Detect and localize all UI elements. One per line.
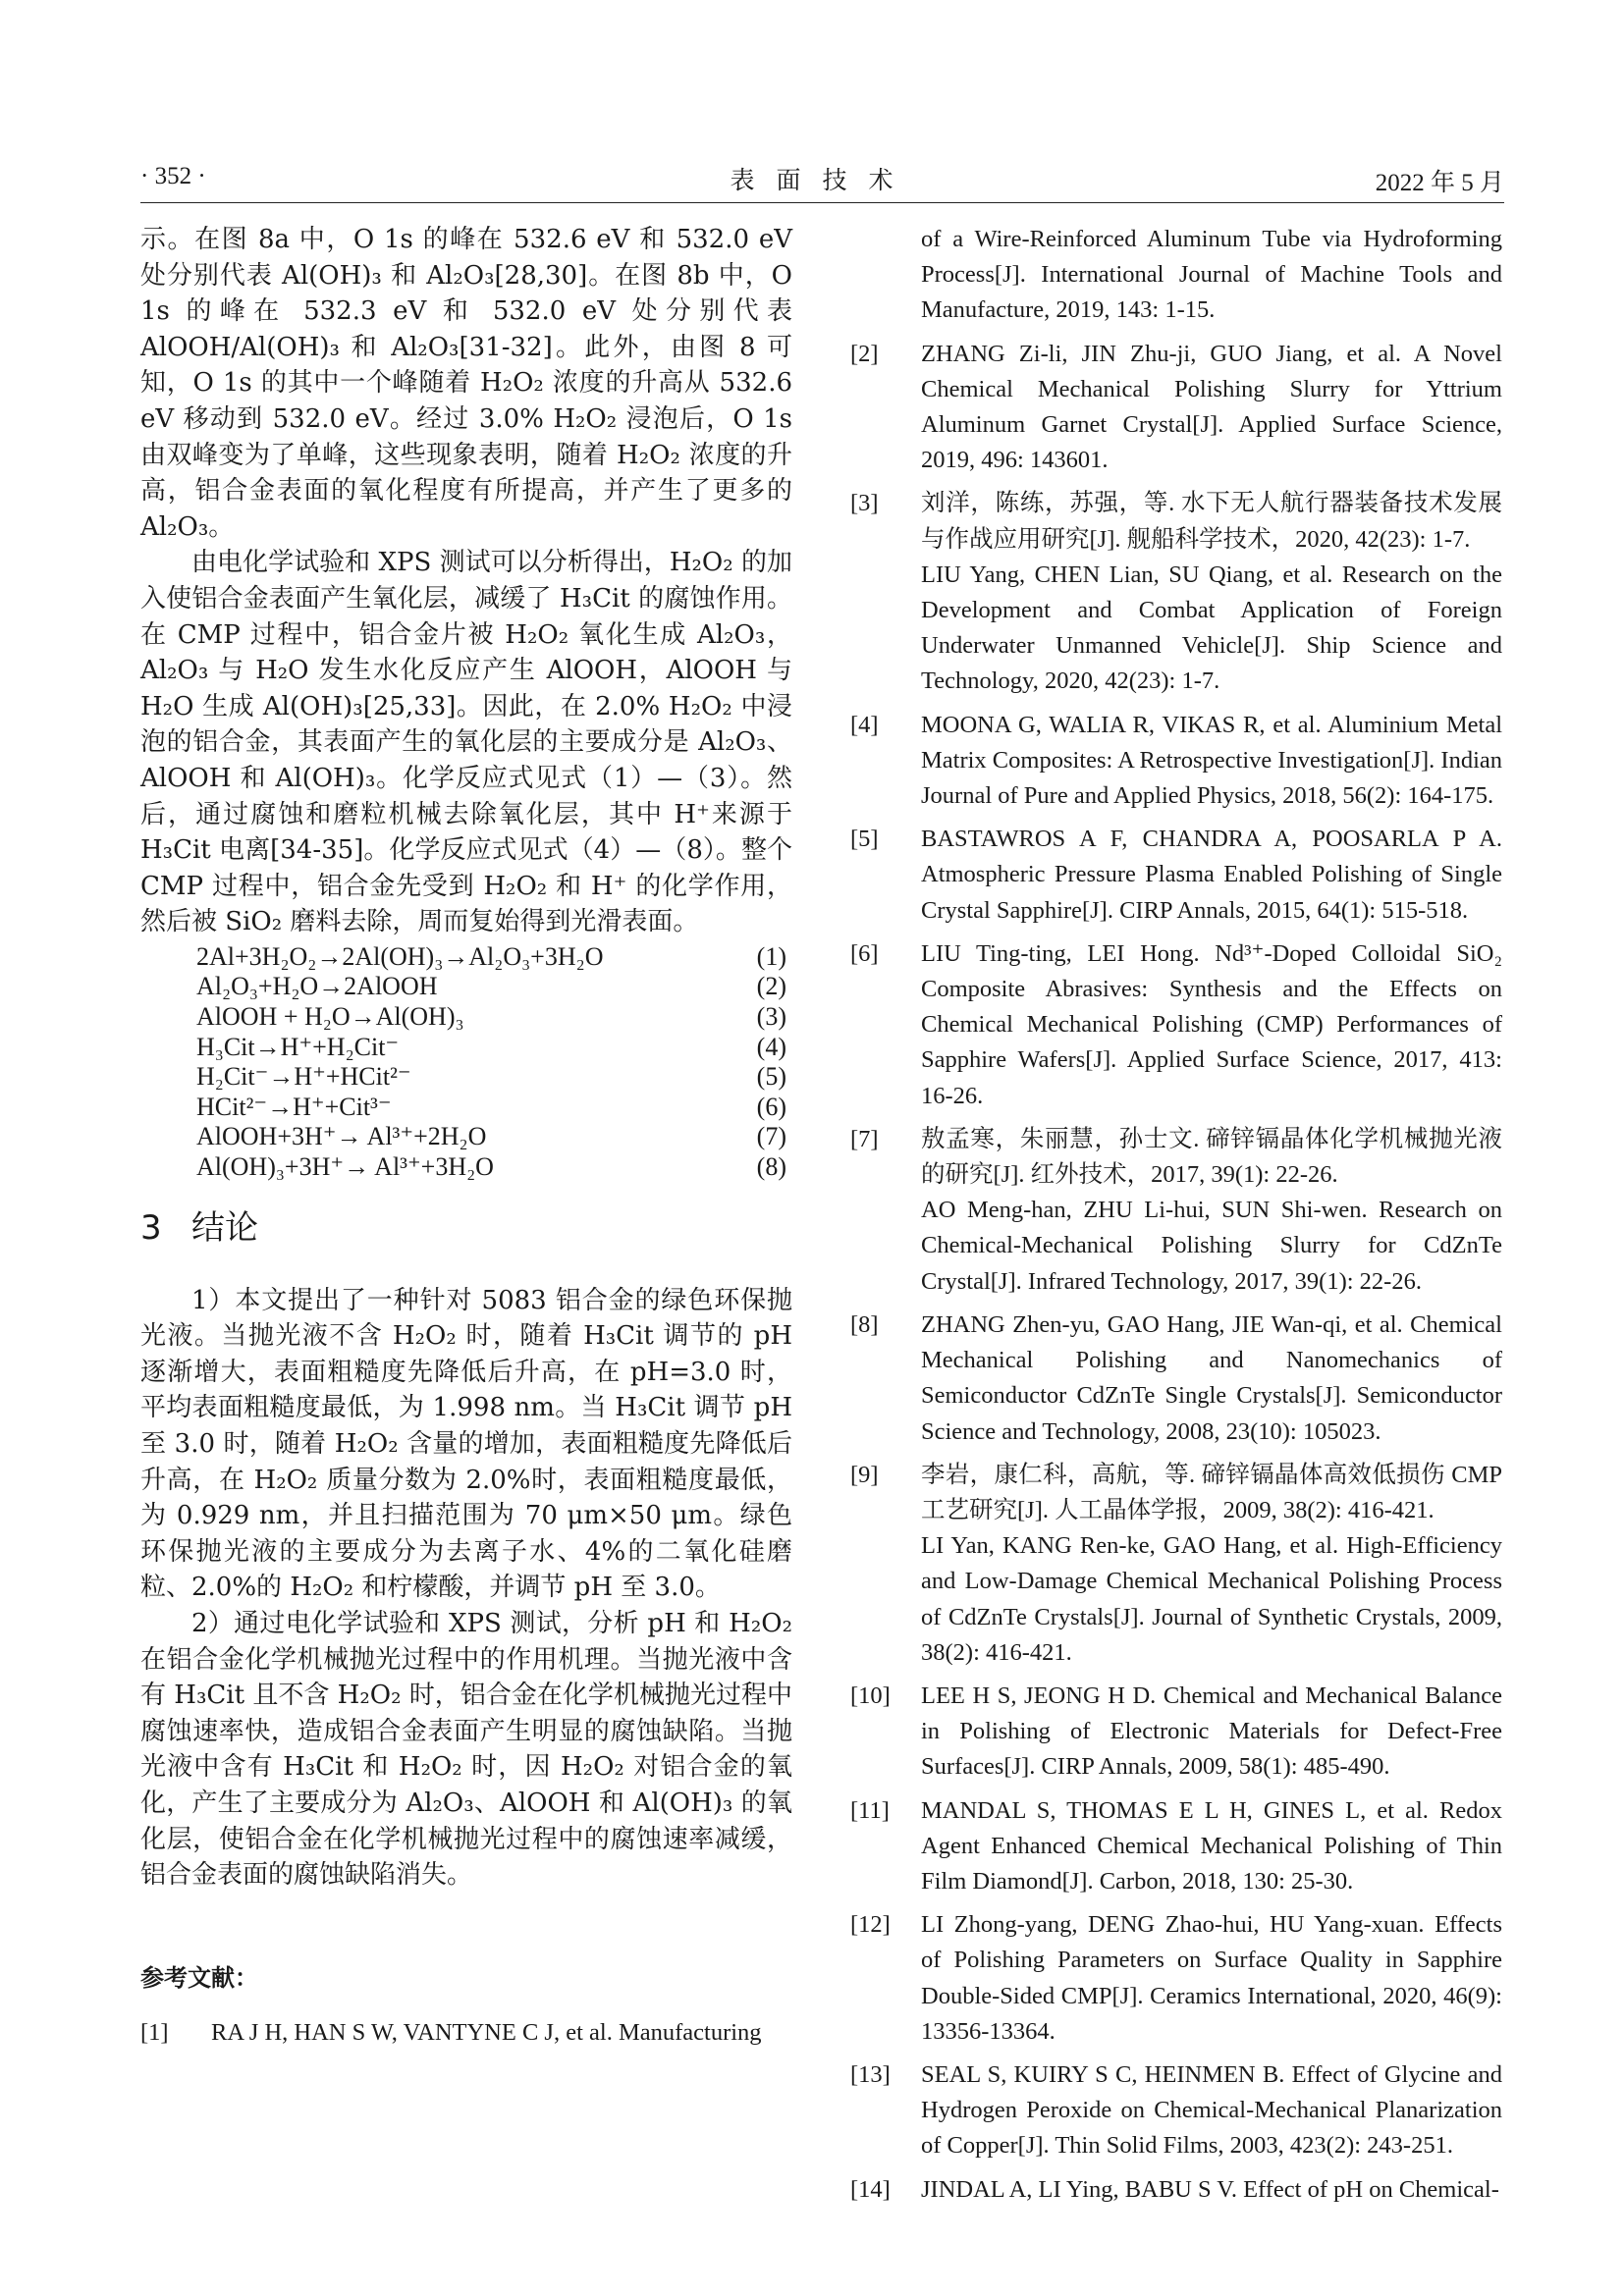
- section-title: 结论: [191, 1207, 258, 1248]
- page-number: · 352 ·: [140, 163, 206, 189]
- equation-number: (2): [756, 972, 786, 1001]
- equation: [140, 1002, 792, 1033]
- reference-text: 敖孟寒，朱丽慧，孙士文. 碲锌镉晶体化学机械抛光液的研究[J]. 红外技术，2017, 39(1): 22-26.: [921, 1125, 1502, 1189]
- issue-date: 2022 年 5 月: [1375, 170, 1504, 196]
- left-column: [140, 222, 792, 2051]
- reference-text: 刘洋，陈练，苏强，等. 水下无人航行器装备技术发展与作战应用研究[J]. 舰船科学技术，2020, 42(23): 1-7.: [921, 490, 1502, 553]
- reference-item: [850, 1122, 1502, 1300]
- equation-number: (4): [756, 1032, 786, 1061]
- reference-english-text: LIU Yang, CHEN Lian, SU Qiang, et al. Research on the Development and Combat Application of Foreign Underwater Unmanned Vehicle[J]. Ship Science and Technology, 2020, 42(23): 1-7.: [921, 561, 1502, 695]
- reference-english-text: LI Yan, KANG Ren-ke, GAO Hang, et al. High-Efficiency and Low-Damage Chemical Mechanical Polishing Process of CdZnTe Crystals[J]. Journal of Synthetic Crystals, 2009, 38(2): 416-421.: [921, 1532, 1502, 1666]
- conclusion-1: 1）本文提出了一种针对 5083 铝合金的绿色环保抛光液。当抛光液不含 H₂O₂ 时，随着 H₃Cit 调节的 pH 逐渐增大，表面粗糙度先降低后升高，在 pH=3.0 时，平均表面粗糙度最低，为 1.998 nm。当 H₃Cit 调节 pH 至 3.0 时，随着 H₂O₂ 含量的增加，表面粗糙度先降低后升高，在 H₂O₂ 质量分数为 2.0%时，表面粗糙度最低，为 0.929 nm，并且扫描范围为 70 μm×50 μm。绿色环保抛光液的主要成分为去离子水、4%的二氧化硅磨粒、2.0%的 H₂O₂ 和柠檬酸，并调节 pH 至 3.0。: [140, 1285, 792, 1603]
- reference-item: [850, 2172, 1502, 2208]
- reference-item: [140, 2015, 792, 2051]
- header-rule: [140, 202, 1504, 203]
- equation: [140, 1093, 792, 1123]
- reference-text: JINDAL A, LI Ying, BABU S V. Effect of pH on Chemical-: [921, 2175, 1499, 2203]
- reference-item: [850, 1308, 1502, 1450]
- reference-number: [11]: [850, 1796, 890, 1824]
- reference-item: [850, 1458, 1502, 1671]
- equation: [140, 1033, 792, 1063]
- reference-number: [12]: [850, 1911, 891, 1939]
- equation-expression: AlOOH+3H⁺→ Al³⁺+2H₂O: [196, 1122, 487, 1151]
- reference-number: [7]: [850, 1125, 879, 1152]
- equation: [140, 1122, 792, 1152]
- page-header: [140, 159, 1504, 202]
- reference-item: [850, 1793, 1502, 1900]
- section-number: 3: [140, 1207, 162, 1248]
- reference-number: [9]: [850, 1461, 879, 1488]
- equation-number: (7): [756, 1122, 786, 1151]
- equation: [140, 972, 792, 1002]
- reference-text: BASTAWROS A F, CHANDRA A, POOSARLA P A. Atmospheric Pressure Plasma Enabled Polishing of Single Crystal Sapphire[J]. CIRP Annals, 2015, 64(1): 515-518.: [921, 826, 1502, 924]
- reference-item: [850, 337, 1502, 479]
- equation-expression: H₃Cit→H⁺+H₂Cit⁻: [196, 1032, 400, 1061]
- xps-paragraph: 示。在图 8a 中，O 1s 的峰在 532.6 eV 和 532.0 eV 处分别代表 Al(OH)₃ 和 Al₂O₃[28,30]。在图 8b 中，O 1s 的峰在 532.3 eV 和 532.0 eV 处分别代表 AlOOH/Al(OH)₃ 和 Al₂O₃[31-32]。此外，由图 8 可知，O 1s 的其中一个峰随着 H₂O₂ 浓度的升高从 532.6 eV 移动到 532.0 eV。经过 3.0% H₂O₂ 浸泡后，O 1s 由双峰变为了单峰，这些现象表明，随着 H₂O₂ 浓度的升高，铝合金表面的氧化程度有所提高，并产生了更多的 Al₂O₃。: [140, 225, 792, 542]
- reference-text: RA J H, HAN S W, VANTYNE C J, et al. Manufacturing: [211, 2018, 762, 2046]
- reference-item: [850, 708, 1502, 815]
- reference-number: [8]: [850, 1310, 879, 1338]
- reference-text: LIU Ting-ting, LEI Hong. Nd³⁺-Doped Colloidal SiO₂ Composite Abrasives: Synthesis and the Effects on Chemical Mechanical Polishing (CMP) Performances of Sapphire Wafers[J]. Applied Surface Science, 2017, 413: 16-26.: [921, 939, 1502, 1109]
- reference-text: ZHANG Zi-li, JIN Zhu-ji, GUO Jiang, et al. A Novel Chemical Mechanical Polishing Slurry for Yttrium Aluminum Garnet Crystal[J]. Applied Surface Science, 2019, 496: 143601.: [921, 340, 1502, 474]
- equation: [140, 1152, 792, 1183]
- reference-item: [850, 822, 1502, 929]
- journal-title: 表面技术: [730, 168, 915, 194]
- mechanism-paragraph: 由电化学试验和 XPS 测试可以分析得出，H₂O₂ 的加入使铝合金表面产生氧化层，减缓了 H₃Cit 的腐蚀作用。在 CMP 过程中，铝合金片被 H₂O₂ 氧化生成 Al₂O₃，Al₂O₃ 与 H₂O 发生水化反应产生 AlOOH，AlOOH 与 H₂O 生成 Al(OH)₃[25,33]。因此，在 2.0% H₂O₂ 中浸泡的铝合金，其表面产生的氧化层的主要成分是 Al₂O₃、AlOOH 和 Al(OH)₃。化学反应式见式（1）—（3）。然后，通过腐蚀和磨粒机械去除氧化层，其中 H⁺来源于 H₃Cit 电离[34-35]。化学反应式见式（4）—（8）。整个 CMP 过程中，铝合金先受到 H₂O₂ 和 H⁺ 的化学作用，然后被 SiO₂ 磨料去除，周而复始得到光滑表面。: [140, 548, 792, 937]
- equation-number: (6): [756, 1092, 786, 1121]
- equation-expression: AlOOH + H₂O→Al(OH)₃: [196, 1002, 464, 1032]
- equation-number: (1): [756, 941, 786, 971]
- equation-number: (3): [756, 1002, 786, 1032]
- reference-text: SEAL S, KUIRY S C, HEINMEN B. Effect of Glycine and Hydrogen Peroxide on Chemical-Mechanical Planarization of Copper[J]. Thin Solid Films, 2003, 423(2): 243-251.: [921, 2060, 1502, 2160]
- equation-expression: H₂Cit⁻→H⁺+HCit²⁻: [196, 1062, 411, 1092]
- reference-text: ZHANG Zhen-yu, GAO Hang, JIE Wan-qi, et al. Chemical Mechanical Polishing and Nanomechanics of Semiconductor CdZnTe Single Crystals[J]. Semiconductor Science and Technology, 2008, 23(10): 105023.: [921, 1310, 1502, 1445]
- reference-item: [850, 486, 1502, 699]
- reference-text: LEE H S, JEONG H D. Chemical and Mechanical Balance in Polishing of Electronic Materials for Defect-Free Surfaces[J]. CIRP Annals, 2009, 58(1): 485-490.: [921, 1682, 1502, 1781]
- equation-number: (8): [756, 1152, 786, 1182]
- reference-item: [850, 1679, 1502, 1786]
- reference-continuation: [850, 222, 1502, 329]
- reference-text: LI Zhong-yang, DENG Zhao-hui, HU Yang-xuan. Effects of Polishing Parameters on Surface Quality in Sapphire Double-Sided CMP[J]. Ceramics International, 2020, 46(9): 13356-13364.: [921, 1911, 1502, 2045]
- equation-number: (5): [756, 1062, 786, 1092]
- reference-number: [10]: [850, 1682, 891, 1709]
- reference-number: [6]: [850, 939, 879, 967]
- equation-expression: HCit²⁻→H⁺+Cit³⁻: [196, 1092, 392, 1121]
- reference-number: [13]: [850, 2060, 891, 2088]
- reference-item: [850, 1907, 1502, 2050]
- references-heading: 参考文献：: [140, 1963, 258, 1992]
- reference-number: [2]: [850, 340, 879, 367]
- reference-item: [850, 936, 1502, 1114]
- reference-text: of a Wire-Reinforced Aluminum Tube via Hydroforming Process[J]. International Journal of Machine Tools and Manufacture, 2019, 143: 1-15.: [921, 226, 1502, 324]
- equation-expression: Al(OH)₃+3H⁺→ Al³⁺+3H₂O: [196, 1152, 494, 1182]
- section-heading: [140, 1206, 792, 1250]
- reference-number: [1]: [140, 2018, 169, 2046]
- equation: [140, 1062, 792, 1093]
- conclusion-2: 2）通过电化学试验和 XPS 测试，分析 pH 和 H₂O₂ 在铝合金化学机械抛光过程中的作用机理。当抛光液中含有 H₃Cit 且不含 H₂O₂ 时，铝合金在化学机械抛光过程中腐蚀速率快，造成铝合金表面产生明显的腐蚀缺陷。当抛光液中含有 H₃Cit 和 H₂O₂ 时，因 H₂O₂ 对铝合金的氧化，产生了主要成分为 Al₂O₃、AlOOH 和 Al(OH)₃ 的氧化层，使铝合金在化学机械抛光过程中的腐蚀速率减缓，铝合金表面的腐蚀缺陷消失。: [140, 1608, 792, 1891]
- reference-text: 李岩，康仁科，高航，等. 碲锌镉晶体高效低损伤 CMP 工艺研究[J]. 人工晶体学报，2009, 38(2): 416-421.: [921, 1461, 1502, 1523]
- reference-text: MANDAL S, THOMAS E L H, GINES L, et al. Redox Agent Enhanced Chemical Mechanical Polishing of Thin Film Diamond[J]. Carbon, 2018, 130: 25-30.: [921, 1796, 1502, 1895]
- reference-text: MOONA G, WALIA R, VIKAS R, et al. Aluminium Metal Matrix Composites: A Retrospective Investigation[J]. Indian Journal of Pure and Applied Physics, 2018, 56(2): 164-175.: [921, 711, 1502, 810]
- equation: [140, 942, 792, 973]
- right-column: [850, 222, 1502, 2208]
- reference-number: [3]: [850, 490, 879, 517]
- reference-number: [14]: [850, 2175, 891, 2203]
- reference-english-text: AO Meng-han, ZHU Li-hui, SUN Shi-wen. Research on Chemical-Mechanical Polishing Slurry for CdZnTe Crystal[J]. Infrared Technology, 2017, 39(1): 22-26.: [921, 1197, 1502, 1295]
- equation-expression: Al₂O₃+H₂O→2AlOOH: [196, 972, 438, 1001]
- equation-list: [140, 942, 792, 1183]
- equation-expression: 2Al+3H₂O₂→2Al(OH)₃→Al₂O₃+3H₂O: [196, 941, 604, 971]
- reference-number: [4]: [850, 711, 879, 738]
- reference-list: [850, 337, 1502, 2208]
- reference-number: [5]: [850, 826, 879, 853]
- reference-item: [850, 2057, 1502, 2164]
